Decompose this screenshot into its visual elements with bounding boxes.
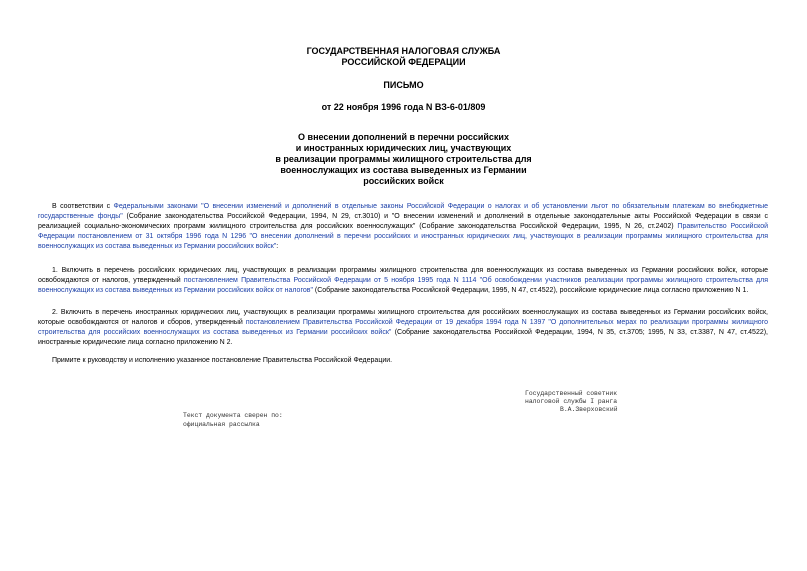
verification-note-line2: официальная рассылка <box>183 421 260 428</box>
title-line5: российских войск <box>363 176 444 186</box>
title-line3: в реализации программы жилищного строительства для <box>275 154 532 164</box>
preamble-text-3: : <box>276 243 279 250</box>
signature-title-line1: Государственный советник <box>525 390 618 397</box>
signature-title-line2: налоговой службы I ранга <box>525 398 618 405</box>
decree-1114-link[interactable]: постановлением Правительства Российской Федерации от 5 ноября 1995 года N 1114 "Об освобождении участников реализации программы жилищного строительства для военнослужащих из состава выведенных из Германии российских войск от налогов" <box>38 277 769 294</box>
paragraph-item-1 <box>38 266 768 296</box>
paragraph-instruction <box>38 356 768 366</box>
preamble-text-2: (Собрание законодательства Российской Федерации, 1994, N 29, ст.3010) и "О внесении изменений и дополнений в отдельные законодательные акты Российской Федерации в связи с реализацией социально-экономических программ жилищного строительства для российских военнослужащих" (Собрание законодательства Российской Федерации, 1995, N 26, ст.2402) <box>38 213 768 230</box>
title-line1: О внесении дополнений в перечни российских <box>298 132 509 142</box>
item1-text-1: 1. Включить в перечень российских юридических лиц, участвующих в реализации программы жилищного строительства для военнослужащих из состава выведенных из Германии российских войск, которые освобождаются от налогов, утвержденный <box>38 267 768 284</box>
decree-1397-link[interactable]: постановлением Правительства Российской Федерации от 19 декабря 1994 года N 1397 "О дополнительных мерах по реализации программы жилищного строительства для российских военнослужащих из состава выведенных из Германии российских войск" <box>38 319 768 336</box>
agency-name-line1: ГОСУДАРСТВЕННАЯ НАЛОГОВАЯ СЛУЖБА <box>306 46 501 56</box>
signatory-name: В.А.Зверховский <box>560 406 618 413</box>
verification-note-line1: Текст документа сверен по: <box>183 412 283 419</box>
item1-text-2: (Собрание законодательства Российской Федерации, 1995, N 47, ст.4522), российские юридические лица согласно приложению N 1. <box>312 287 749 294</box>
document-type: ПИСЬМО <box>383 80 424 90</box>
document-date-number: от 22 ноября 1996 года N ВЗ-6-01/809 <box>321 102 486 112</box>
item2-text-2: (Собрание законодательства Российской Федерации, 1994, N 35, ст.3705; 1995, N 33, ст.3387, N 47, ст.4522), иностранные юридические лица согласно приложению N 2. <box>38 329 769 346</box>
instruction-text: Примите к руководству и исполнению указанное постановление Правительства Российской Федерации. <box>52 357 393 364</box>
title-line4: военнослужащих из состава выведенных из Германии <box>280 165 527 175</box>
paragraph-item-2 <box>38 308 768 348</box>
paragraph-preamble <box>38 202 768 252</box>
government-decree-1296-link[interactable]: Правительство Российской Федерации постановлением от 31 октября 1996 года N 1296 "О внесении дополнений в перечни российских и иностранных юридических лиц, участвующих в реализации программы жилищного строительства для военнослужащих из состава выведенных из Германии российских войск" <box>38 223 769 250</box>
federal-laws-link[interactable]: Федеральными законами "О внесении изменений и дополнений в отдельные законы Российской Федерации о налогах и об установлении льгот по обязательным платежам во внебюджетные государственные фонды" <box>38 203 769 220</box>
agency-name-line2: РОССИЙСКОЙ ФЕДЕРАЦИИ <box>341 57 466 67</box>
item2-text-1: 2. Включить в перечень иностранных юридических лиц, участвующих в реализации программы жилищного строительства для российских военнослужащих из состава выведенных из Германии российских войск, которые освобождаются от налогов и сборов, утвержденный <box>38 309 768 326</box>
title-line2: и иностранных юридических лиц, участвующих <box>295 143 512 153</box>
preamble-text-1: В соответствии с <box>52 203 114 210</box>
